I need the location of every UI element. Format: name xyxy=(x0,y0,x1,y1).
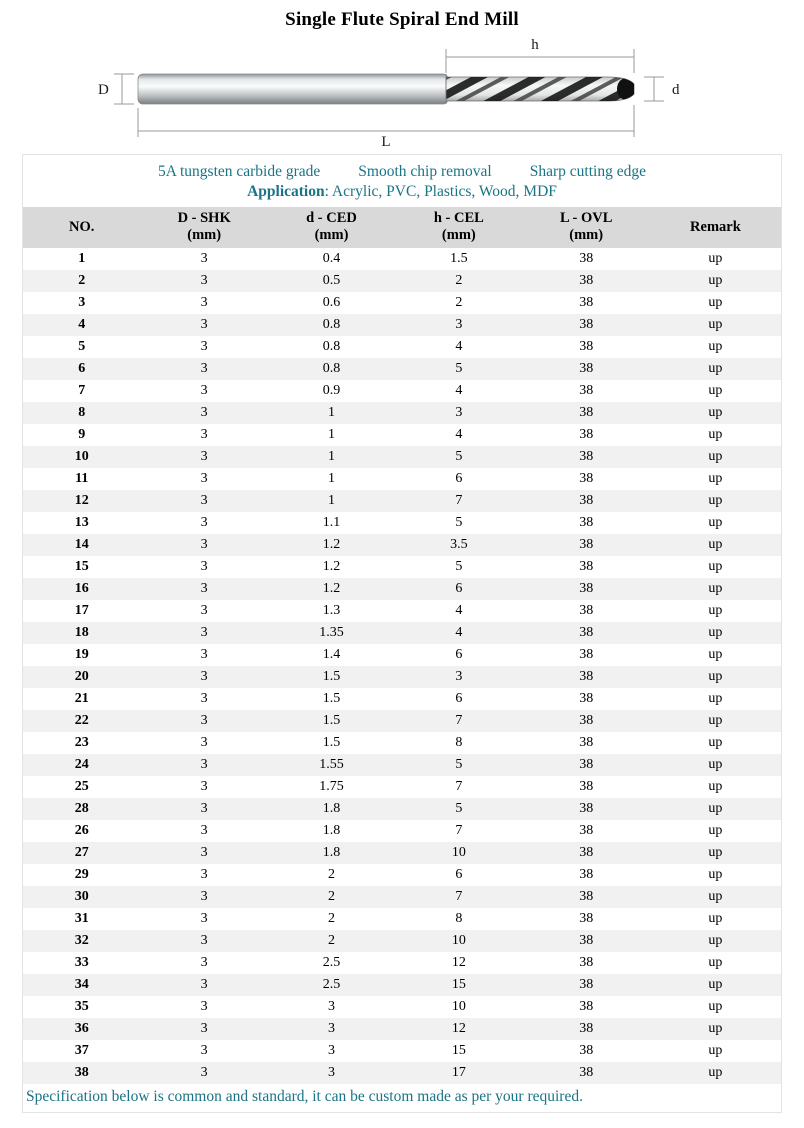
table-cell: up xyxy=(708,845,723,860)
table-cell: 5 xyxy=(455,801,463,816)
table-cell: 10 xyxy=(451,845,466,860)
table-cell: 3 xyxy=(200,691,208,706)
table-cell: 2 xyxy=(455,273,463,288)
table-cell: up xyxy=(708,691,723,706)
content-box xyxy=(22,154,782,1113)
table-cell: 4 xyxy=(455,383,463,398)
table-row xyxy=(23,1040,781,1062)
table-cell: up xyxy=(708,713,723,728)
table-row xyxy=(23,710,781,732)
table-cell: 38 xyxy=(579,911,594,926)
table-cell: 38 xyxy=(579,537,594,552)
header-ovl: L - OVL (mm) xyxy=(523,207,650,248)
table-cell: 1 xyxy=(328,471,335,486)
table-cell: 38 xyxy=(579,515,594,530)
application-line xyxy=(23,182,781,207)
table-cell: 7 xyxy=(455,493,463,508)
table-row xyxy=(23,974,781,996)
table-cell: 0.9 xyxy=(322,383,341,398)
table-cell: 1.35 xyxy=(319,625,344,640)
table-cell: 1.4 xyxy=(322,647,341,662)
table-row xyxy=(23,666,781,688)
table-cell: 6 xyxy=(455,471,463,486)
feature-item: Sharp cutting edge xyxy=(529,163,646,180)
table-cell: 8 xyxy=(455,735,463,750)
table-cell: 38 xyxy=(579,361,594,376)
table-cell: up xyxy=(708,669,723,684)
table-cell: 38 xyxy=(579,647,594,662)
spec-table-header xyxy=(23,207,781,248)
table-cell: 3.5 xyxy=(450,537,468,552)
table-cell: 3 xyxy=(200,911,208,926)
row-number-cell: 13 xyxy=(74,515,89,530)
table-cell: 1 xyxy=(328,405,335,420)
table-cell: 3 xyxy=(200,669,208,684)
table-cell: 38 xyxy=(579,889,594,904)
table-cell: 5 xyxy=(455,515,463,530)
row-number-cell: 28 xyxy=(74,801,89,816)
table-row xyxy=(23,402,781,424)
table-cell: 3 xyxy=(328,1043,335,1058)
table-row xyxy=(23,490,781,512)
table-cell: 10 xyxy=(451,999,466,1014)
row-number-cell: 24 xyxy=(74,757,89,772)
dim-h-label: h xyxy=(531,37,539,53)
row-number-cell: 33 xyxy=(74,955,89,970)
table-cell: 3 xyxy=(200,581,208,596)
table-cell: 38 xyxy=(579,251,594,266)
table-cell: 38 xyxy=(579,1065,594,1080)
table-cell: 0.8 xyxy=(322,361,341,376)
table-cell: 3 xyxy=(200,537,208,552)
table-cell: up xyxy=(708,603,723,618)
table-row xyxy=(23,314,781,336)
table-cell: 4 xyxy=(455,603,463,618)
table-cell: up xyxy=(708,1043,723,1058)
row-number-cell: 22 xyxy=(74,713,89,728)
table-cell: 2 xyxy=(328,933,335,948)
table-cell: 3 xyxy=(455,405,463,420)
table-cell: up xyxy=(708,647,723,662)
table-cell: up xyxy=(708,955,723,970)
table-cell: 38 xyxy=(579,955,594,970)
table-cell: up xyxy=(708,383,723,398)
table-row xyxy=(23,512,781,534)
table-cell: 38 xyxy=(579,713,594,728)
table-cell: up xyxy=(708,735,723,750)
table-cell: up xyxy=(708,251,723,266)
table-row xyxy=(23,578,781,600)
table-cell: 3 xyxy=(200,823,208,838)
table-cell: 38 xyxy=(579,273,594,288)
table-cell: 3 xyxy=(200,1043,208,1058)
table-cell: up xyxy=(708,933,723,948)
table-cell: 0.6 xyxy=(322,295,341,310)
table-cell: 3 xyxy=(200,1065,208,1080)
table-row xyxy=(23,842,781,864)
table-cell: up xyxy=(708,999,723,1014)
table-cell: up xyxy=(708,757,723,772)
row-number-cell: 30 xyxy=(74,889,89,904)
table-cell: 3 xyxy=(328,1021,335,1036)
table-cell: 1 xyxy=(328,449,335,464)
table-cell: 8 xyxy=(455,911,463,926)
table-cell: 2 xyxy=(328,889,335,904)
table-cell: up xyxy=(708,801,723,816)
row-number-cell: 5 xyxy=(78,339,86,354)
row-number-cell: 17 xyxy=(74,603,89,618)
row-number-cell: 2 xyxy=(78,273,86,288)
table-cell: 3 xyxy=(200,955,208,970)
end-mill-drawing xyxy=(92,36,712,148)
table-cell: 5 xyxy=(455,559,463,574)
table-cell: 3 xyxy=(200,251,208,266)
header-shk: D - SHK (mm) xyxy=(140,207,267,248)
table-row xyxy=(23,292,781,314)
table-cell: 1.3 xyxy=(322,603,341,618)
table-cell: up xyxy=(708,823,723,838)
table-cell: 3 xyxy=(200,801,208,816)
dim-d-label: d xyxy=(672,82,680,98)
row-number-cell: 34 xyxy=(74,977,89,992)
row-number-cell: 10 xyxy=(74,449,89,464)
table-cell: 2.5 xyxy=(322,977,341,992)
table-cell: up xyxy=(708,779,723,794)
table-cell: 6 xyxy=(455,647,463,662)
table-row xyxy=(23,556,781,578)
table-cell: 2 xyxy=(328,867,335,882)
row-number-cell: 18 xyxy=(74,625,89,640)
row-number-cell: 12 xyxy=(74,493,89,508)
table-cell: 1.2 xyxy=(322,581,341,596)
table-row xyxy=(23,622,781,644)
row-number-cell: 14 xyxy=(74,537,89,552)
table-cell: 6 xyxy=(455,867,463,882)
table-row xyxy=(23,952,781,974)
table-cell: 38 xyxy=(579,669,594,684)
table-cell: up xyxy=(708,625,723,640)
table-cell: 2 xyxy=(455,295,463,310)
table-cell: 3 xyxy=(455,669,463,684)
table-cell: 38 xyxy=(579,471,594,486)
table-cell: 12 xyxy=(451,1021,466,1036)
table-cell: 38 xyxy=(579,845,594,860)
table-row xyxy=(23,886,781,908)
dim-D-label: D xyxy=(98,82,109,98)
table-cell: 3 xyxy=(200,647,208,662)
table-row xyxy=(23,380,781,402)
table-cell: 1.55 xyxy=(319,757,344,772)
table-cell: 38 xyxy=(579,735,594,750)
table-row xyxy=(23,820,781,842)
table-cell: up xyxy=(708,911,723,926)
spec-table xyxy=(23,207,781,1084)
row-number-cell: 7 xyxy=(78,383,86,398)
table-cell: 38 xyxy=(579,383,594,398)
table-row xyxy=(23,468,781,490)
table-row xyxy=(23,776,781,798)
table-cell: 3 xyxy=(200,867,208,882)
table-cell: 38 xyxy=(579,757,594,772)
row-number-cell: 9 xyxy=(78,427,86,442)
header-remark: Remark xyxy=(650,207,781,248)
table-row xyxy=(23,336,781,358)
table-cell: 38 xyxy=(579,823,594,838)
table-cell: 3 xyxy=(200,493,208,508)
table-cell: up xyxy=(708,317,723,332)
table-cell: 3 xyxy=(200,713,208,728)
feature-item: 5A tungsten carbide grade xyxy=(158,163,321,180)
tool-flute xyxy=(446,74,636,104)
table-cell: 38 xyxy=(579,625,594,640)
table-cell: 4 xyxy=(455,427,463,442)
row-number-cell: 21 xyxy=(74,691,89,706)
table-cell: 1.5 xyxy=(322,691,341,706)
table-cell: up xyxy=(708,537,723,552)
table-cell: 3 xyxy=(200,889,208,904)
table-cell: 0.8 xyxy=(322,339,341,354)
header-row xyxy=(23,207,781,248)
table-row xyxy=(23,996,781,1018)
tool-shank xyxy=(138,74,448,104)
table-cell: 0.4 xyxy=(322,251,341,266)
row-number-cell: 4 xyxy=(78,317,86,332)
table-cell: 1.2 xyxy=(322,537,341,552)
table-cell: 3 xyxy=(200,559,208,574)
table-cell: 38 xyxy=(579,867,594,882)
table-cell: 3 xyxy=(200,383,208,398)
row-number-cell: 15 xyxy=(74,559,89,574)
table-row xyxy=(23,1062,781,1084)
table-cell: 3 xyxy=(200,515,208,530)
table-cell: up xyxy=(708,1021,723,1036)
header-no: NO. xyxy=(23,207,140,248)
row-number-cell: 27 xyxy=(74,845,89,860)
table-cell: 38 xyxy=(579,1043,594,1058)
row-number-cell: 38 xyxy=(74,1065,89,1080)
table-cell: 1.5 xyxy=(450,251,468,266)
table-cell: 3 xyxy=(200,625,208,640)
row-number-cell: 29 xyxy=(74,867,89,882)
row-number-cell: 3 xyxy=(78,295,86,310)
table-cell: 1 xyxy=(328,493,335,508)
table-cell: 6 xyxy=(455,691,463,706)
table-cell: 3 xyxy=(200,999,208,1014)
table-cell: up xyxy=(708,581,723,596)
table-cell: 3 xyxy=(200,427,208,442)
table-cell: 3 xyxy=(455,317,463,332)
table-row xyxy=(23,688,781,710)
table-cell: 38 xyxy=(579,581,594,596)
table-cell: 38 xyxy=(579,603,594,618)
table-row xyxy=(23,600,781,622)
table-cell: 1 xyxy=(328,427,335,442)
table-cell: 3 xyxy=(200,449,208,464)
table-cell: 3 xyxy=(328,999,335,1014)
feature-item: Smooth chip removal xyxy=(358,163,492,180)
table-cell: 1.5 xyxy=(322,713,341,728)
table-cell: 12 xyxy=(451,955,466,970)
table-cell: 3 xyxy=(200,735,208,750)
table-cell: 1.2 xyxy=(322,559,341,574)
table-cell: up xyxy=(708,405,723,420)
row-number-cell: 25 xyxy=(74,779,89,794)
table-cell: up xyxy=(708,471,723,486)
table-cell: 1.5 xyxy=(322,735,341,750)
table-cell: 38 xyxy=(579,977,594,992)
table-cell: 3 xyxy=(200,977,208,992)
row-number-cell: 11 xyxy=(75,471,89,486)
table-row xyxy=(23,754,781,776)
table-cell: 10 xyxy=(451,933,466,948)
table-cell: 3 xyxy=(200,317,208,332)
table-cell: 38 xyxy=(579,427,594,442)
table-row xyxy=(23,270,781,292)
table-row xyxy=(23,644,781,666)
table-cell: 0.5 xyxy=(322,273,341,288)
header-cel: h - CEL (mm) xyxy=(395,207,522,248)
end-mill-diagram xyxy=(22,34,782,154)
row-number-cell: 8 xyxy=(78,405,86,420)
feature-list xyxy=(23,155,781,182)
table-row xyxy=(23,908,781,930)
table-cell: 38 xyxy=(579,801,594,816)
table-cell: up xyxy=(708,273,723,288)
page-title: Single Flute Spiral End Mill xyxy=(285,9,519,30)
table-cell: 3 xyxy=(200,603,208,618)
row-number-cell: 31 xyxy=(74,911,89,926)
table-cell: 15 xyxy=(451,1043,466,1058)
table-cell: 7 xyxy=(455,779,463,794)
table-row xyxy=(23,798,781,820)
row-number-cell: 26 xyxy=(74,823,89,838)
table-cell: up xyxy=(708,449,723,464)
table-cell: 3 xyxy=(200,295,208,310)
table-cell: up xyxy=(708,977,723,992)
row-number-cell: 32 xyxy=(74,933,89,948)
table-cell: 5 xyxy=(455,449,463,464)
table-cell: 1.75 xyxy=(319,779,344,794)
table-cell: 5 xyxy=(455,757,463,772)
table-cell: 38 xyxy=(579,691,594,706)
table-row xyxy=(23,864,781,886)
table-cell: 2.5 xyxy=(322,955,341,970)
row-number-cell: 20 xyxy=(74,669,89,684)
table-cell: 38 xyxy=(579,933,594,948)
row-number-cell: 19 xyxy=(74,647,89,662)
table-cell: 38 xyxy=(579,405,594,420)
table-cell: 17 xyxy=(451,1065,466,1080)
table-cell: 3 xyxy=(200,779,208,794)
table-row xyxy=(23,424,781,446)
table-cell: 3 xyxy=(200,339,208,354)
table-cell: 38 xyxy=(579,779,594,794)
row-number-cell: 6 xyxy=(78,361,86,376)
row-number-cell: 37 xyxy=(74,1043,89,1058)
table-cell: up xyxy=(708,1065,723,1080)
table-row xyxy=(23,930,781,952)
table-cell: 7 xyxy=(455,889,463,904)
table-cell: 7 xyxy=(455,823,463,838)
table-cell: 38 xyxy=(579,317,594,332)
table-cell: 3 xyxy=(200,933,208,948)
table-cell: up xyxy=(708,295,723,310)
application-label: Application xyxy=(247,183,325,200)
table-cell: 3 xyxy=(200,361,208,376)
table-row xyxy=(23,446,781,468)
table-cell: 2 xyxy=(328,911,335,926)
dim-L-label: L xyxy=(381,134,391,148)
table-row xyxy=(23,534,781,556)
table-cell: up xyxy=(708,515,723,530)
table-cell: up xyxy=(708,493,723,508)
table-row xyxy=(23,358,781,380)
table-row xyxy=(23,1018,781,1040)
table-cell: up xyxy=(708,339,723,354)
table-cell: 1.8 xyxy=(322,801,341,816)
footer-note: Specification below is common and standard, it can be custom made as per your required. xyxy=(26,1088,583,1105)
table-cell: up xyxy=(708,361,723,376)
table-cell: 0.8 xyxy=(322,317,341,332)
table-cell: 38 xyxy=(579,449,594,464)
table-cell: 3 xyxy=(200,405,208,420)
table-cell: 4 xyxy=(455,339,463,354)
table-cell: 38 xyxy=(579,339,594,354)
application-value: : Acrylic, PVC, Plastics, Wood, MDF xyxy=(324,183,557,200)
header-ced: d - CED (mm) xyxy=(268,207,395,248)
row-number-cell: 1 xyxy=(78,251,86,266)
table-cell: up xyxy=(708,867,723,882)
table-cell: 38 xyxy=(579,295,594,310)
table-cell: 6 xyxy=(455,581,463,596)
table-row xyxy=(23,248,781,270)
spec-table-body xyxy=(23,248,781,1084)
table-cell: 1.5 xyxy=(322,669,341,684)
row-number-cell: 16 xyxy=(74,581,89,596)
table-cell: 3 xyxy=(200,1021,208,1036)
table-row xyxy=(23,732,781,754)
table-cell: 38 xyxy=(579,559,594,574)
row-number-cell: 23 xyxy=(74,735,89,750)
table-cell: 3 xyxy=(200,845,208,860)
table-cell: up xyxy=(708,559,723,574)
table-cell: up xyxy=(708,427,723,442)
table-cell: up xyxy=(708,889,723,904)
table-cell: 38 xyxy=(579,1021,594,1036)
table-cell: 3 xyxy=(328,1065,335,1080)
row-number-cell: 36 xyxy=(74,1021,89,1036)
table-cell: 38 xyxy=(579,493,594,508)
table-cell: 3 xyxy=(200,757,208,772)
table-cell: 3 xyxy=(200,273,208,288)
table-cell: 3 xyxy=(200,471,208,486)
table-cell: 5 xyxy=(455,361,463,376)
table-cell: 1.8 xyxy=(322,823,341,838)
table-cell: 1.8 xyxy=(322,845,341,860)
row-number-cell: 35 xyxy=(74,999,89,1014)
table-cell: 7 xyxy=(455,713,463,728)
table-cell: 15 xyxy=(451,977,466,992)
table-cell: 38 xyxy=(579,999,594,1014)
table-cell: 4 xyxy=(455,625,463,640)
table-cell: 1.1 xyxy=(322,515,341,530)
